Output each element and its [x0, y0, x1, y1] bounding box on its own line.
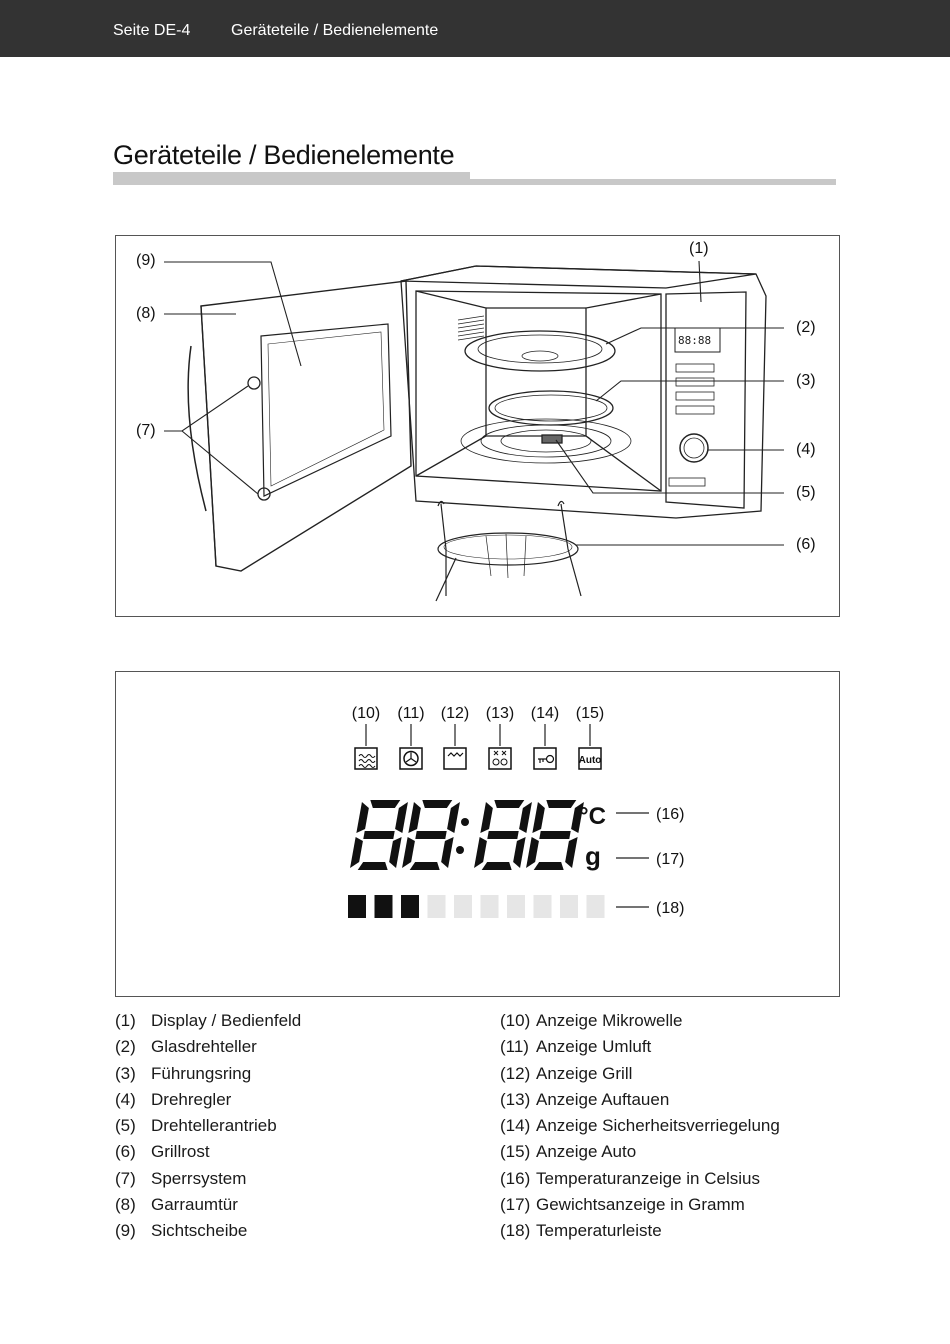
- legend-item-2: (2) Glasdrehteller: [115, 1037, 257, 1057]
- digit-4-segment-2: [534, 862, 564, 870]
- temperature-bar-segment-10: [587, 895, 605, 918]
- temperature-bar-segment-7: [507, 895, 525, 918]
- callout-5: (5): [796, 484, 816, 501]
- legend-item-18: (18) Temperaturleiste: [500, 1221, 662, 1241]
- legend-item-5: (5) Drehtellerantrieb: [115, 1116, 277, 1136]
- panel-button-2: [676, 378, 714, 386]
- page-title: Geräteteile / Bedienelemente: [113, 140, 455, 170]
- digit-4-segment-3: [532, 802, 545, 833]
- legend-item-7: (7) Sperrsystem: [115, 1168, 247, 1188]
- gram-unit: g: [585, 841, 601, 871]
- callout-16: (16): [656, 806, 685, 823]
- digits-readout: 88:88: [466, 872, 469, 873]
- temperature-bar-segment-6: [481, 895, 499, 918]
- icon-label-10: (10): [351, 705, 381, 722]
- legend-parts: [115, 1010, 301, 1247]
- callout-7: (7): [136, 422, 156, 439]
- digit-2-segment-6: [441, 837, 454, 868]
- digit-3-segment-0: [494, 800, 524, 808]
- digit-2-segment-1: [415, 831, 446, 839]
- colon-dot-top: [461, 818, 469, 826]
- grill-rack: [436, 501, 581, 601]
- panel-button-5: [669, 478, 705, 486]
- page-number: Seite DE-4: [113, 22, 191, 39]
- callout-1: (1): [689, 240, 709, 257]
- digit-1-segment-1: [363, 831, 394, 839]
- digit-3-segment-3: [480, 802, 493, 833]
- microwave-illustration: [116, 236, 839, 616]
- digit-4-segment-5: [526, 837, 539, 868]
- temperature-bar-segment-8: [534, 895, 552, 918]
- guide-ring: [489, 391, 613, 425]
- panel-display-digits: 88:88: [678, 334, 712, 347]
- panel-button-4: [676, 406, 714, 414]
- digit-3-segment-1: [487, 831, 518, 839]
- legend-item-8: (8) Garraumtür: [115, 1195, 238, 1215]
- microwave-indicator-icon: [355, 748, 377, 769]
- digit-2-segment-5: [402, 837, 415, 868]
- auto-indicator-text: Auto: [578, 755, 602, 766]
- digit-1-segment-2: [358, 862, 388, 870]
- icon-label-14: (14): [530, 705, 560, 722]
- digit-4-segment-6: [565, 837, 578, 868]
- legend-indicators: [500, 1010, 780, 1247]
- legend-item-10: (10) Anzeige Mikrowelle: [500, 1011, 683, 1030]
- legend-item-1: (1) Display / Bedienfeld: [115, 1011, 302, 1030]
- icon-label-13: (13): [485, 705, 515, 722]
- display-figure: [115, 671, 840, 997]
- turntable-drive: [542, 435, 562, 443]
- legend-item-13: (13) Anzeige Auftauen: [500, 1089, 670, 1109]
- temperature-bar-segment-1: [348, 895, 366, 918]
- temperature-bar: [348, 895, 605, 918]
- microwave-figure: [115, 235, 840, 617]
- title-underline-accent: [113, 172, 470, 185]
- callout-2: (2): [796, 319, 816, 336]
- digit-1-segment-0: [370, 800, 400, 808]
- temperature-bar-segment-3: [401, 895, 419, 918]
- callout-18: (18): [656, 900, 685, 917]
- icon-label-12: (12): [440, 705, 470, 722]
- temperature-bar-segment-5: [454, 895, 472, 918]
- sichtscheibe-window: [261, 324, 391, 496]
- display-illustration: [116, 672, 839, 996]
- digit-3-segment-4: [519, 802, 532, 833]
- latch-hook-top: [248, 377, 260, 389]
- callout-4: (4): [796, 441, 816, 458]
- microwave-top: [401, 266, 756, 288]
- legend-item-15: (15) Anzeige Auto: [500, 1142, 637, 1162]
- defrost-indicator-icon: [489, 748, 511, 769]
- colon-dot-bottom: [456, 846, 464, 854]
- page-header: [0, 0, 950, 57]
- digit-2-segment-4: [447, 802, 460, 833]
- callout-9: (9): [136, 252, 156, 269]
- digit-3-segment-5: [474, 837, 487, 868]
- digit-2-segment-2: [410, 862, 440, 870]
- legend-item-12: (12) Anzeige Grill: [500, 1063, 633, 1083]
- digit-1-segment-4: [395, 802, 408, 833]
- icon-label-11: (11): [397, 705, 425, 722]
- digit-2-segment-3: [408, 802, 421, 833]
- legend-item-3: (3) Führungsring: [115, 1063, 252, 1083]
- panel-button-3: [676, 392, 714, 400]
- callout-6: (6): [796, 536, 816, 553]
- callout-3: (3): [796, 372, 816, 389]
- panel-button-1: [676, 364, 714, 372]
- temperature-bar-segment-4: [428, 895, 446, 918]
- temperature-bar-segment-2: [375, 895, 393, 918]
- legend-item-6: (6) Grillrost: [115, 1142, 210, 1162]
- lock-indicator-icon: [534, 748, 556, 769]
- callout-8: (8): [136, 305, 156, 322]
- seven-segment-display: [350, 800, 584, 870]
- convection-indicator-icon: [400, 748, 422, 769]
- legend-item-16: (16) Temperaturanzeige in Celsius: [500, 1168, 760, 1188]
- digit-1-segment-5: [350, 837, 363, 868]
- header-section-title: Geräteteile / Bedienelemente: [231, 22, 439, 39]
- digit-2-segment-0: [422, 800, 452, 808]
- legend-item-17: (17) Gewichtsanzeige in Gramm: [500, 1195, 745, 1215]
- legend-item-14: (14) Anzeige Sicherheitsverriegelung: [500, 1116, 780, 1136]
- legend-item-4: (4) Drehregler: [115, 1089, 232, 1109]
- digit-3-segment-2: [482, 862, 512, 870]
- celsius-unit: °C: [579, 803, 606, 830]
- legend-item-11: (11) Anzeige Umluft: [500, 1037, 652, 1057]
- digit-4-segment-0: [546, 800, 576, 808]
- digit-3-segment-6: [513, 837, 526, 868]
- legend-item-9: (9) Sichtscheibe: [115, 1221, 248, 1241]
- vent-grille: [458, 316, 484, 340]
- grill-indicator-icon: [444, 748, 466, 769]
- digit-1-segment-3: [356, 802, 369, 833]
- icon-label-15: (15): [575, 705, 605, 722]
- digit-4-segment-1: [539, 831, 570, 839]
- temperature-bar-segment-9: [560, 895, 578, 918]
- callout-17: (17): [656, 851, 685, 868]
- digit-1-segment-6: [389, 837, 402, 868]
